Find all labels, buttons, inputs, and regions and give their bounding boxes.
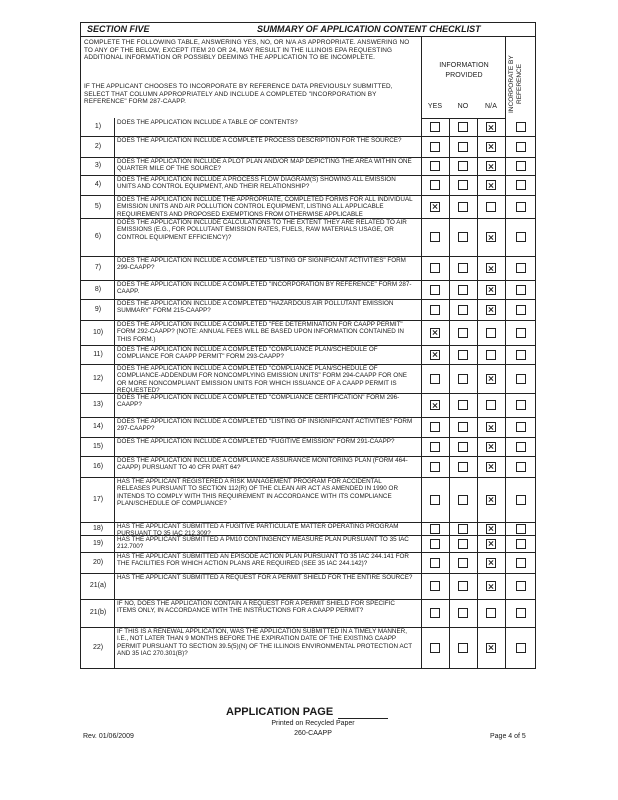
checkbox-inc[interactable] [516, 422, 526, 432]
checklist-table [80, 22, 536, 669]
checkbox-yes[interactable] [430, 285, 440, 295]
checkbox-no[interactable] [458, 142, 468, 152]
item-number: 11) [93, 350, 103, 358]
checkbox-yes[interactable] [430, 581, 440, 591]
yes-header: YES [427, 103, 443, 110]
item-number: 18) [92, 524, 104, 532]
item-question: DOES THE APPLICATION INCLUDE A COMPLETED "FUGITIVE EMISSION" FORM 291-CAAPP? [117, 438, 395, 445]
checkbox-inc[interactable] [516, 180, 526, 190]
checkbox-inc[interactable] [516, 305, 526, 315]
item-number: 10) [92, 328, 104, 336]
item-number: 12) [92, 374, 104, 382]
checkbox-inc[interactable] [516, 142, 526, 152]
checkbox-no[interactable] [458, 400, 468, 410]
checkbox-yes[interactable] [430, 350, 440, 360]
checkbox-no[interactable] [458, 350, 468, 360]
checkbox-yes[interactable] [430, 122, 440, 132]
item-number: 8) [94, 285, 102, 293]
checkbox-na[interactable] [486, 180, 496, 190]
checkbox-yes[interactable] [430, 524, 440, 534]
checkbox-na[interactable] [486, 328, 496, 338]
item-question: HAS THE APPLICANT REGISTERED A RISK MANAGEMENT PROGRAM FOR ACCIDENTAL RELEASES PURSUANT TO SECTION 112(R) OF THE CLEAN AIR ACT AS AMENDED IN 1990 OR INTENDS TO COMPLY WITH THIS REQUIREMENT IN ACCORDANCE WITH ITS COMPLIANCE PLAN/SCHEDULE OF COMPLIANCE? [117, 478, 398, 507]
checkbox-no[interactable] [458, 495, 468, 505]
item-number: 1) [94, 123, 102, 130]
revision-date: Rev. 01/06/2009 [83, 733, 134, 740]
checkbox-inc[interactable] [516, 285, 526, 295]
checkbox-no[interactable] [458, 161, 468, 171]
checkbox-no[interactable] [458, 263, 468, 273]
item-question: DOES THE APPLICATION INCLUDE A COMPLETED "LISTING OF SIGNIFICANT ACTIVITIES" FORM 299-CAAPP? [117, 257, 406, 272]
item-question: DOES THE APPLICATION INCLUDE A COMPLETED "COMPLIANCE PLAN/SCHEDULE OF COMPLIANCE FOR CAAPP PERMIT" FORM 293-CAAPP? [117, 346, 378, 361]
checkbox-na[interactable] [486, 232, 496, 242]
form-number: 260-CAAPP [294, 730, 332, 737]
checkbox-no[interactable] [458, 202, 468, 212]
checkbox-na[interactable] [486, 161, 496, 171]
checkbox-inc[interactable] [516, 462, 526, 472]
checkbox-na[interactable] [486, 374, 496, 384]
checkbox-yes[interactable] [430, 495, 440, 505]
checkbox-inc[interactable] [516, 442, 526, 452]
info-provided-header: INFORMATION PROVIDED [439, 62, 489, 79]
item-number: 2) [94, 142, 102, 150]
item-number: 15) [92, 442, 104, 450]
item-question: DOES THE APPLICATION INCLUDE A PLOT PLAN AND/OR MAP DEPICTING THE AREA WITHIN ONE QUARTER MILE OF THE SOURCE? [117, 158, 412, 173]
checkbox-yes[interactable] [430, 142, 440, 152]
item-question: HAS THE APPLICANT SUBMITTED A REQUEST FOR A PERMIT SHIELD FOR THE ENTIRE SOURCE? [117, 574, 413, 581]
checkbox-inc[interactable] [516, 202, 526, 212]
checkbox-inc[interactable] [516, 374, 526, 384]
item-number: 13) [92, 401, 104, 408]
checkbox-no[interactable] [458, 328, 468, 338]
checkbox-na[interactable] [486, 581, 496, 591]
checkbox-no[interactable] [458, 539, 468, 549]
item-question: DOES THE APPLICATION INCLUDE A COMPLETED "HAZARDOUS AIR POLLUTANT EMISSION SUMMARY" FORM 215-CAAPP? [117, 300, 394, 315]
item-question: DOES THE APPLICATION INCLUDE THE APPROPRIATE, COMPLETED FORMS FOR ALL INDIVIDUAL EMISSION UNITS AND AIR POLLUTION CONTROL EQUIPMENT, LISTING ALL APPLICABLE REQUIREMENTS AND PROPOSED EXEMPTIONS FROM OTHERWISE APPLICABLE [117, 196, 413, 218]
instructions-paragraph-2: IF THE APPLICANT CHOOSES TO INCORPORATE BY REFERENCE DATA PREVIOUSLY SUBMITTED, SELECT THAT COLUMN APPROPRIATELY AND INCLUDE A COMPLETED "INCORPORATION BY REFERENCE" FORM 287-CAAPP. [84, 83, 393, 105]
item-number: 17) [92, 495, 104, 503]
item-number: 19) [92, 539, 104, 547]
checkbox-yes[interactable] [430, 442, 440, 452]
checkbox-inc[interactable] [516, 608, 526, 618]
item-question: HAS THE APPLICANT SUBMITTED A PM10 CONTINGENCY MEASURE PLAN PURSUANT TO 35 IAC 212.700? [117, 536, 409, 551]
item-number: 9) [94, 305, 102, 313]
item-question: DOES THE APPLICATION INCLUDE A COMPLETED "COMPLIANCE CERTIFICATION" FORM 296-CAAPP? [117, 394, 400, 409]
item-question: DOES THE APPLICATION INCLUDE A COMPLETED "INCORPORATION BY REFERENCE" FORM 287-CAAPP. [117, 281, 412, 296]
item-number: 5) [94, 202, 102, 210]
item-question: DOES THE APPLICATION INCLUDE A COMPLETE PROCESS DESCRIPTION FOR THE SOURCE? [117, 137, 402, 144]
item-number: 21(a) [89, 582, 107, 589]
checkbox-no[interactable] [458, 122, 468, 132]
checkbox-na[interactable] [486, 462, 496, 472]
item-number: 3) [94, 162, 102, 169]
checkbox-yes[interactable] [430, 374, 440, 384]
checkbox-inc[interactable] [516, 643, 526, 653]
checkbox-yes[interactable] [430, 305, 440, 315]
item-question: HAS THE APPLICANT SUBMITTED A FUGITIVE PARTICULATE MATTER OPERATING PROGRAM PURSUANT TO 35 IAC 212.309? [117, 523, 399, 535]
checkbox-inc[interactable] [516, 558, 526, 568]
checkbox-yes[interactable] [430, 202, 440, 212]
checkbox-inc[interactable] [516, 328, 526, 338]
checkbox-no[interactable] [458, 608, 468, 618]
checkbox-na[interactable] [486, 305, 496, 315]
checkbox-yes[interactable] [430, 558, 440, 568]
checkbox-na[interactable] [486, 608, 496, 618]
item-question: DOES THE APPLICATION INCLUDE CALCULATIONS TO THE EXTENT THEY ARE RELATED TO AIR EMISSIONS (E.G., FOR POLLUTANT EMISSION RATES, FUELS, RAW MATERIALS USAGE, OR CONTROL EQUIPMENT EFFICIENCY)? [117, 219, 407, 241]
item-question: DOES THE APPLICATION INCLUDE A COMPLIANCE ASSURANCE MONITORING PLAN (FORM 464-CAAPP) PURSUANT TO 40 CFR PART 64? [117, 457, 408, 472]
item-question: IF NO, DOES THE APPLICATION CONTAIN A REQUEST FOR A PERMIT SHIELD FOR SPECIFIC ITEMS ONLY, IN ACCORDANCE WITH THE INSTRUCTIONS FOR A CAAPP PERMIT? [117, 600, 395, 615]
checkbox-na[interactable] [486, 643, 496, 653]
section-label: SECTION FIVE [87, 24, 150, 34]
no-header: NO [457, 103, 469, 110]
checkbox-no[interactable] [458, 581, 468, 591]
na-header: N/A [485, 103, 497, 110]
checkbox-yes[interactable] [430, 462, 440, 472]
item-number: 22) [92, 643, 104, 651]
item-question: DOES THE APPLICATION INCLUDE A TABLE OF CONTENTS? [117, 119, 298, 126]
item-question: HAS THE APPLICANT SUBMITTED AN EPISODE ACTION PLAN PURSUANT TO 35 IAC 244.141 FOR THE FACILITIES FOR WHICH ACTION PLANS ARE REQUIRED (SEE 35 IAC 244.142)? [117, 553, 409, 568]
checkbox-yes[interactable] [430, 180, 440, 190]
checkbox-no[interactable] [458, 558, 468, 568]
checkbox-yes[interactable] [430, 232, 440, 242]
item-number: 14) [92, 423, 104, 430]
checkbox-inc[interactable] [516, 524, 526, 534]
checkbox-yes[interactable] [430, 400, 440, 410]
item-number: 21(b) [89, 609, 107, 616]
checkbox-na[interactable] [486, 263, 496, 273]
checkbox-na[interactable] [486, 285, 496, 295]
checkbox-inc[interactable] [516, 350, 526, 360]
item-number: 20) [92, 558, 104, 566]
checkbox-na[interactable] [486, 539, 496, 549]
instructions-paragraph-1: COMPLETE THE FOLLOWING TABLE, ANSWERING YES, NO, OR N/A AS APPROPRIATE. ANSWERING NO TO ANY OF THE BELOW, EXCEPT ITEM 20 OR 24, MAY RESULT IN THE ILLINOIS EPA REQUESTING ADDITIONAL INFORMATION OR POSSIBLY DEEMING THE APPLICATION TO BE INCOMPLETE. [84, 39, 410, 61]
checkbox-yes[interactable] [430, 608, 440, 618]
printed-note: Printed on Recycled Paper [271, 720, 355, 727]
checkbox-no[interactable] [458, 374, 468, 384]
checkbox-na[interactable] [486, 142, 496, 152]
checkbox-inc[interactable] [516, 263, 526, 273]
item-number: 6) [94, 233, 102, 240]
checkbox-inc[interactable] [516, 400, 526, 410]
item-number: 7) [94, 264, 102, 271]
item-question: DOES THE APPLICATION INCLUDE A COMPLETED "LISTING OF INSIGNIFICANT ACTIVITIES" FORM 297-CAAPP? [117, 418, 413, 433]
item-question: IF THIS IS A RENEWAL APPLICATION, WAS THE APPLICATION SUBMITTED IN A TIMELY MANNER, I.E., NOT LATER THAN 9 MONTHS BEFORE THE EXPIRATION DATE OF THE EXISTING CAAPP PERMIT PURSUANT TO SECTION 39.5(5)(N) OF THE ILLINOIS ENVIRONMENTAL PROTECTION ACT AND 35 IAC 270.301(B)? [117, 628, 412, 657]
checkbox-yes[interactable] [430, 422, 440, 432]
checkbox-no[interactable] [458, 180, 468, 190]
checkbox-no[interactable] [458, 285, 468, 295]
checkbox-na[interactable] [486, 558, 496, 568]
checkbox-yes[interactable] [430, 643, 440, 653]
checkbox-na[interactable] [486, 442, 496, 452]
checkbox-inc[interactable] [516, 232, 526, 242]
checkbox-no[interactable] [458, 442, 468, 452]
checkbox-yes[interactable] [430, 263, 440, 273]
checkbox-inc[interactable] [516, 161, 526, 171]
section-title: SUMMARY OF APPLICATION CONTENT CHECKLIST [257, 24, 481, 34]
checkbox-inc[interactable] [516, 122, 526, 132]
item-number: 4) [94, 181, 102, 188]
checkbox-na[interactable] [486, 422, 496, 432]
item-number: 16) [92, 462, 104, 470]
checkbox-no[interactable] [458, 643, 468, 653]
checkbox-yes[interactable] [430, 161, 440, 171]
incorporate-by-reference-header: INCORPORATE BY REFERENCE [508, 55, 523, 113]
item-question: DOES THE APPLICATION INCLUDE A COMPLETED "COMPLIANCE PLAN/SCHEDULE OF COMPLIANCE-ADDENDUM FOR NONCOMPLYING EMISSION UNITS" FORM 294-CAAPP FOR ONE OR MORE NONCOMPLIANT EMISSION UNITS FOR WHICH ISSUANCE OF A CAAPP PERMIT IS REQUESTED? [117, 365, 407, 393]
application-page-label: APPLICATION PAGE [226, 706, 334, 718]
checkbox-inc[interactable] [516, 495, 526, 505]
item-question: DOES THE APPLICATION INCLUDE A PROCESS FLOW DIAGRAM(S) SHOWING ALL EMISSION UNITS AND CONTROL EQUIPMENT, AND THEIR RELATIONSHIP? [117, 176, 396, 191]
checkbox-na[interactable] [486, 350, 496, 360]
checkbox-inc[interactable] [516, 539, 526, 549]
checkbox-na[interactable] [486, 202, 496, 212]
checkbox-na[interactable] [486, 400, 496, 410]
item-question: DOES THE APPLICATION INCLUDE A COMPLETED "FEE DETERMINATION FOR CAAPP PERMIT" FORM 292-CAAPP? (NOTE: ANNUAL FEES WILL BE BASED UPON INFORMATION CONTAINED IN THIS FORM.) [117, 321, 404, 343]
checkbox-yes[interactable] [430, 328, 440, 338]
checkbox-na[interactable] [486, 495, 496, 505]
checkbox-yes[interactable] [430, 539, 440, 549]
checkbox-no[interactable] [458, 305, 468, 315]
checkbox-no[interactable] [458, 422, 468, 432]
checkbox-na[interactable] [486, 524, 496, 534]
checkbox-no[interactable] [458, 524, 468, 534]
page-number: Page 4 of 5 [490, 733, 526, 740]
checkbox-no[interactable] [458, 232, 468, 242]
checkbox-no[interactable] [458, 462, 468, 472]
checkbox-na[interactable] [486, 122, 496, 132]
checkbox-inc[interactable] [516, 581, 526, 591]
